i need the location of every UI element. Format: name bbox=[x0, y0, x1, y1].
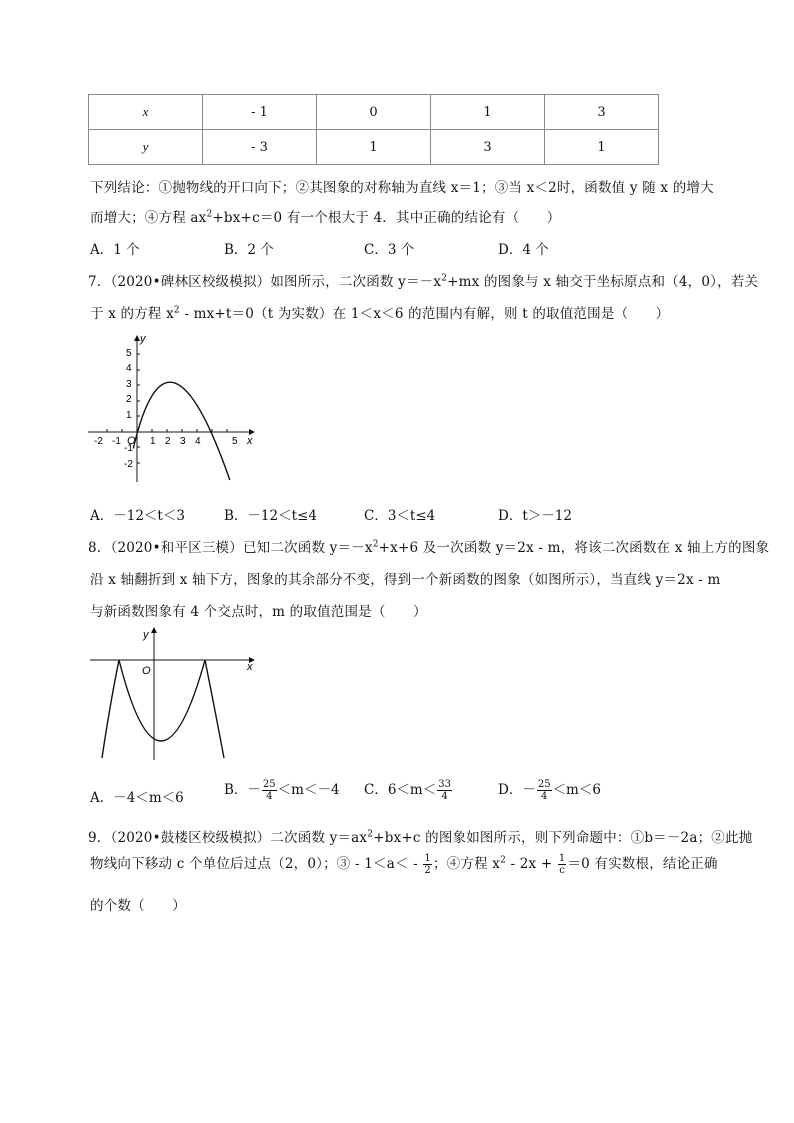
q6-statement-line1: 下列结论：①抛物线的开口向下；②其图象的对称轴为直线 x＝1；③当 x＜2时，函数值 y 随 x 的增大 bbox=[90, 180, 714, 196]
q7-parabola-graph bbox=[88, 330, 260, 486]
q7-option-b[interactable]: B．－12＜t≤4 bbox=[224, 508, 317, 524]
fraction: $\frac{25}{4}$ bbox=[537, 779, 551, 802]
tick-label: -2 bbox=[124, 459, 133, 470]
q8-statement-line3: 与新函数图象有 4 个交点时，m 的取值范围是（ ） bbox=[90, 604, 427, 620]
table-cell: y bbox=[89, 130, 203, 165]
right-branch bbox=[205, 660, 224, 758]
table-row bbox=[89, 130, 659, 165]
table-row bbox=[89, 95, 659, 130]
tick-label: 5 bbox=[126, 348, 132, 359]
table-cell: - 3 bbox=[203, 130, 317, 165]
tick-label: 1 bbox=[126, 410, 132, 421]
q6-option-c[interactable]: C．3 个 bbox=[364, 242, 415, 258]
q8-option-d[interactable]: D．－ $\frac{25}{4}$ ＜m＜6 bbox=[498, 779, 601, 802]
origin-label: O bbox=[127, 435, 136, 447]
tick-label: 2 bbox=[126, 394, 132, 405]
tick-label: 2 bbox=[165, 436, 171, 447]
q6-option-a[interactable]: A．1 个 bbox=[90, 242, 140, 258]
q9-statement-line1: 9．（2020•鼓楼区校级模拟）二次函数 $y=ax^2+bx+c$ 的图象如图所示，则下列命题中：①b＝－2a；②此抛 bbox=[88, 829, 753, 846]
tick-label: 5 bbox=[232, 436, 238, 447]
q8-option-b[interactable]: B．－ $\frac{25}{4}$ ＜m＜－4 bbox=[224, 779, 340, 802]
tick-label: -1 bbox=[124, 443, 133, 454]
table-cell: 1 bbox=[317, 130, 431, 165]
table-cell: x bbox=[89, 95, 203, 130]
x-axis-label: x bbox=[247, 435, 253, 447]
tick-label: 3 bbox=[180, 436, 186, 447]
table-cell: 0 bbox=[317, 95, 431, 130]
fraction: $\frac{25}{4}$ bbox=[262, 779, 276, 802]
tick-label: 3 bbox=[126, 379, 132, 390]
xy-value-table bbox=[88, 94, 659, 165]
q7-option-a[interactable]: A．－12＜t＜3 bbox=[90, 508, 185, 524]
x-axis-label: x bbox=[247, 661, 253, 673]
tick-label: -1 bbox=[112, 436, 121, 447]
table-cell: - 1 bbox=[203, 95, 317, 130]
q7-option-c[interactable]: C．3＜t≤4 bbox=[364, 508, 436, 524]
q6-statement-line2: 而增大；④方程 $ax^2+bx+c=0$ 有一个根大于 4．其中正确的结论有（ ） bbox=[90, 209, 561, 226]
fraction: $\frac{1}{c}$ bbox=[558, 853, 566, 876]
q8-statement-line1: 8．（2020•和平区三模）已知二次函数 $y=-x^2+x+6$ 及一次函数 y＝2x - m，将该二次函数在 x 轴上方的图象 bbox=[88, 539, 770, 556]
q7-statement-line2: 于 x 的方程 $x^2 - mx+t=0(t$ 为实数）在 1＜x＜6 的范围内有解，则 t 的取值范围是（ ） bbox=[90, 305, 670, 322]
q6-option-d[interactable]: D．4 个 bbox=[498, 242, 549, 258]
tick-label: 4 bbox=[126, 363, 132, 374]
tick-label: 4 bbox=[195, 436, 201, 447]
folded-arch bbox=[119, 660, 205, 741]
origin-label: O bbox=[142, 665, 151, 677]
q9-statement-line2: 物线向下移动 c 个单位后过点（2，0）；③ - 1＜a＜ - $\frac{1}{2}$ ；④方程 $x^2 - 2x$ + $\frac{1}{c}$ ＝0 有实数根，结论正确 bbox=[90, 853, 718, 876]
left-branch bbox=[102, 660, 119, 758]
tick-label: -2 bbox=[94, 436, 103, 447]
table-cell: 1 bbox=[431, 95, 545, 130]
tick-label: 1 bbox=[150, 436, 156, 447]
table-cell: 1 bbox=[545, 130, 659, 165]
fraction: $\frac{33}{4}$ bbox=[438, 779, 451, 802]
q7-option-d[interactable]: D．t＞－12 bbox=[498, 508, 572, 524]
q7-statement-line1: 7．（2020•碑林区校级模拟）如图所示，二次函数 $y=-x^2+mx$ 的图象与 x 轴交于坐标原点和（4，0），若关 bbox=[88, 273, 759, 290]
q8-option-a[interactable]: A．－4＜m＜6 bbox=[90, 790, 184, 806]
fraction: $\frac{1}{2}$ bbox=[424, 853, 431, 876]
q9-statement-line3: 的个数（ ） bbox=[90, 898, 186, 914]
y-axis-label: y bbox=[143, 629, 149, 641]
y-axis-label: y bbox=[140, 333, 146, 345]
q8-option-c[interactable]: C．6＜m＜ $\frac{33}{4}$ bbox=[364, 779, 451, 802]
table-cell: 3 bbox=[545, 95, 659, 130]
q8-folded-graph bbox=[88, 622, 260, 762]
q6-option-b[interactable]: B．2 个 bbox=[224, 242, 274, 258]
q8-statement-line2: 沿 x 轴翻折到 x 轴下方，图象的其余部分不变，得到一个新函数的图象（如图所示），当直线 y＝2x - m bbox=[90, 572, 721, 588]
table-cell: 3 bbox=[431, 130, 545, 165]
